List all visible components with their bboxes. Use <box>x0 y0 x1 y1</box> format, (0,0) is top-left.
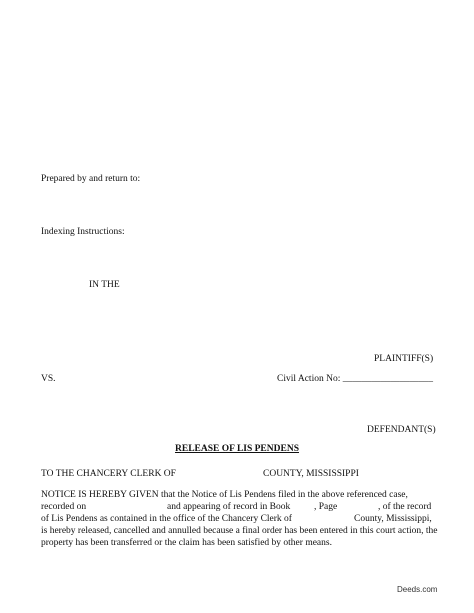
paragraph-line <box>41 537 433 549</box>
document-title: RELEASE OF LIS PENDENS <box>175 444 299 454</box>
indexing-instructions-label: Indexing Instructions: <box>41 227 125 237</box>
to-clerk-line: TO THE CHANCERY CLERK OF <box>41 469 176 479</box>
plaintiff-label: PLAINTIFF(S) <box>374 354 434 364</box>
paragraph-text: County, Mississippi, <box>354 514 432 524</box>
footer-brand: Deeds.com <box>397 585 438 594</box>
notice-paragraph <box>41 489 438 549</box>
paragraph-line <box>41 513 433 525</box>
paragraph-text: property has been transferred or the claim has been satisfied by other means. <box>41 538 332 548</box>
versus-label: VS. <box>41 374 56 384</box>
defendant-label: DEFENDANT(S) <box>367 425 436 435</box>
paragraph-text: , Page <box>314 502 338 512</box>
prepared-by-label: Prepared by and return to: <box>41 174 141 184</box>
paragraph-line <box>41 525 438 537</box>
paragraph-text: is hereby released, cancelled and annulled because a final order has been entered in this court action, the <box>41 526 438 536</box>
paragraph-text: of Lis Pendens as contained in the office of the Chancery Clerk of <box>41 514 292 524</box>
paragraph-text: and appearing of record in Book <box>167 502 291 512</box>
paragraph-text: NOTICE IS HEREBY GIVEN that the Notice of Lis Pendens filed in the above referenced case, <box>41 490 408 500</box>
court-heading: IN THE <box>89 280 120 290</box>
paragraph-text: , of the record <box>378 502 432 512</box>
paragraph-line <box>41 501 433 513</box>
county-state-line: COUNTY, MISSISSIPPI <box>263 469 359 479</box>
paragraph-line <box>41 489 433 501</box>
civil-action-field: Civil Action No: ___________________ <box>277 374 433 384</box>
paragraph-text: recorded on <box>41 502 87 512</box>
